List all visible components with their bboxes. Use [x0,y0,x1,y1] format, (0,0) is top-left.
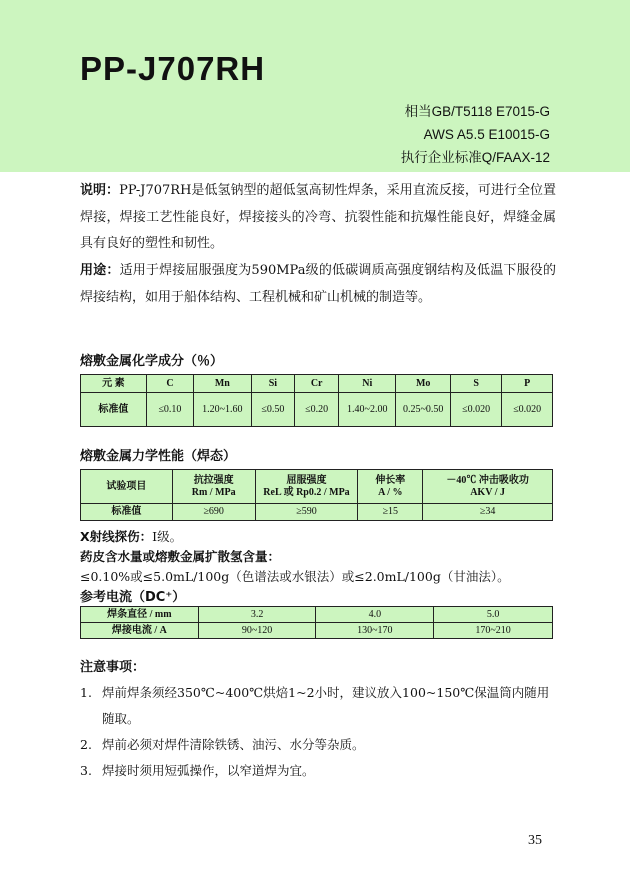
welding-current-row [81,623,553,639]
value-s: ≤0.020 [450,393,501,427]
yield-value: ≥590 [255,504,358,521]
element-cr: Cr [295,375,339,393]
tensile-header [172,470,255,504]
yield-header [255,470,358,504]
element-mo: Mo [396,375,451,393]
notes-title: 注意事项： [80,660,146,675]
diameter-4-0: 4.0 [316,607,434,623]
impact-value: ≥34 [423,504,553,521]
tensile-unit: Rm / MPa [191,486,236,498]
chemical-header-row [81,375,553,393]
element-p: P [502,375,553,393]
product-title: PP-J707RH [80,50,266,87]
elongation-header [358,470,423,504]
chemical-value-row [81,393,553,427]
value-mo: 0.25~0.50 [396,393,451,427]
yield-name: 屈服强度 [286,474,327,486]
description-label: 说明： [80,183,120,198]
standard-gb: 相当GB/T5118 E7015-G [404,104,550,119]
xray-value: Ⅰ级。 [152,529,183,544]
notes-list [80,680,556,784]
tensile-value: ≥690 [172,504,255,521]
element-mn: Mn [194,375,251,393]
usage-paragraph [80,258,556,311]
elongation-name: 伸长率 [375,474,406,486]
value-si: ≤0.50 [251,393,295,427]
value-c: ≤0.10 [146,393,193,427]
diameter-5-0: 5.0 [434,607,553,623]
mechanical-value-row [81,504,553,521]
mechanical-title: 熔敷金属力学性能（焊态） [80,449,237,464]
mechanical-table [80,469,553,521]
element-header-label: 元 素 [81,375,147,393]
current-table [80,606,553,639]
current-4-0: 130~170 [316,623,434,639]
hydrogen-value: ≤0.10%或≤5.0mL/100g（色谱法或水银法）或≤2.0mL/100g（甘油法）。 [80,569,510,584]
description-text: PP-J707RH是低氢钠型的超低氢高韧性焊条，采用直流反接，可进行全位置焊接，焊接工艺性能良好，焊接接头的冷弯、抗裂性能和抗爆性能良好，焊缝金属具有良好的塑性和韧性。 [80,183,556,251]
xray-label: X射线探伤： [80,529,153,544]
mechanical-header-row [81,470,553,504]
elongation-value: ≥15 [358,504,423,521]
test-item-label: 试验项目 [81,470,173,504]
note-number: 1. [80,685,92,700]
note-item [80,732,556,758]
standards-block [401,100,550,169]
mechanical-row-label: 标准值 [81,504,173,521]
note-text: 焊接时须用短弧操作，以窄道焊为宜。 [102,763,315,778]
chemical-title: 熔敷金属化学成分（％） [80,354,224,369]
note-item [80,758,556,784]
value-mn: 1.20~1.60 [194,393,251,427]
impact-unit: AKV / J [470,486,506,498]
element-s: S [450,375,501,393]
note-text: 焊前焊条须经350℃~400℃烘焙1~2小时，建议放入100~150℃保温筒内随用随取。 [102,685,550,726]
page-number: 35 [528,833,542,848]
standard-enterprise: 执行企业标准Q/FAAX-12 [400,150,550,165]
note-number: 2. [80,737,92,752]
diameter-row [81,607,553,623]
description-paragraph [80,178,556,258]
standard-aws: AWS A5.5 E10015-G [423,127,550,142]
yield-unit: ReL 或 Rp0.2 / MPa [263,486,350,498]
note-number: 3. [80,763,92,778]
elongation-unit: A / % [378,486,403,498]
impact-header [423,470,553,504]
element-c: C [146,375,193,393]
current-5-0: 170~210 [434,623,553,639]
value-cr: ≤0.20 [295,393,339,427]
chemical-row-label: 标准值 [81,393,147,427]
xray-line [80,527,182,545]
chemical-table [80,374,553,427]
diameter-label: 焊条直径 / mm [81,607,199,623]
element-ni: Ni [339,375,396,393]
usage-text: 适用于焊接屈服强度为590MPa级的低碳调质高强度钢结构及低温下服役的焊接结构，如用于船体结构、工程机械和矿山机械的制造等。 [80,263,556,305]
value-p: ≤0.020 [502,393,553,427]
welding-current-label: 焊接电流 / A [81,623,199,639]
usage-label: 用途： [80,263,120,278]
hydrogen-label: 药皮含水量或熔敷金属扩散氢含量： [80,549,281,564]
current-3-2: 90~120 [198,623,316,639]
tensile-name: 抗拉强度 [193,474,234,486]
note-text: 焊前必须对焊件清除铁锈、油污、水分等杂质。 [102,737,365,752]
current-title: 参考电流（DC⁺） [80,590,186,605]
diameter-3-2: 3.2 [198,607,316,623]
impact-name: －40℃ 冲击吸收功 [446,474,529,486]
value-ni: 1.40~2.00 [339,393,396,427]
element-si: Si [251,375,295,393]
note-item [80,680,556,732]
